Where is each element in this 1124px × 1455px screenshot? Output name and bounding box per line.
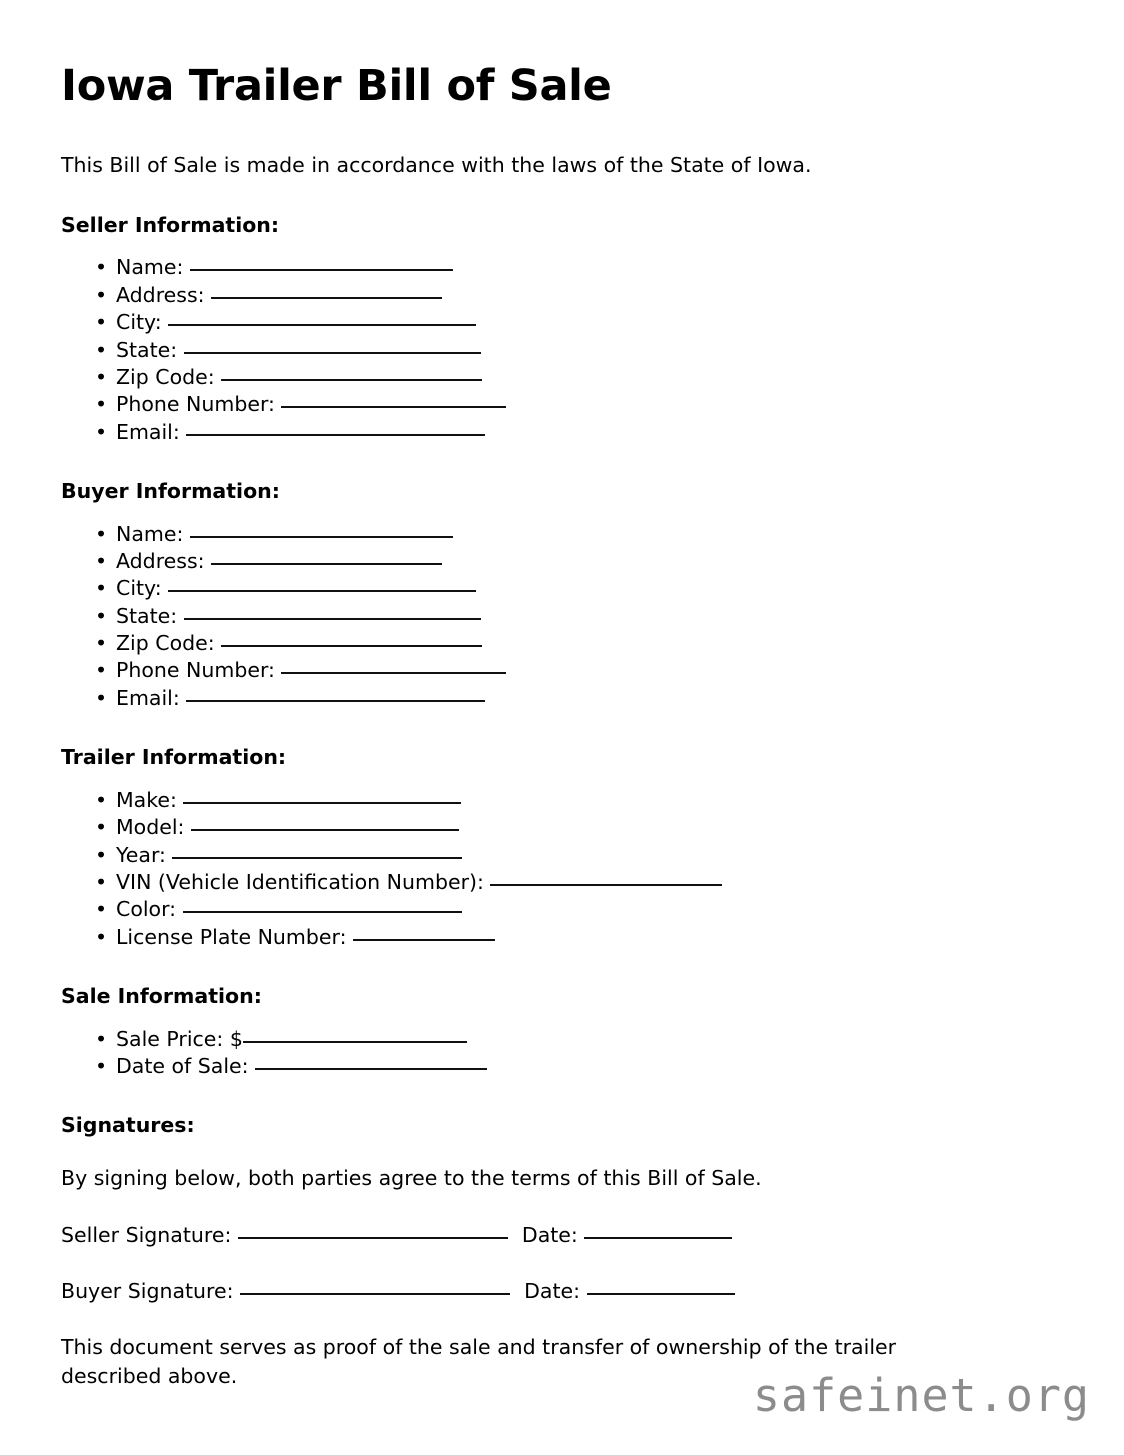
field-row — [61, 391, 1071, 418]
field-blank-line[interactable] — [184, 352, 481, 354]
field-label: Make: — [116, 787, 177, 812]
field-label: Zip Code: — [116, 631, 215, 656]
signature-label: Seller Signature: — [61, 1222, 232, 1247]
signature-row — [61, 1278, 1071, 1306]
field-label: State: — [116, 337, 178, 362]
field-label: Year: — [116, 842, 166, 867]
field-row — [61, 337, 1071, 364]
field-row — [61, 548, 1071, 575]
field-label: Model: — [116, 815, 185, 840]
field-blank-line[interactable] — [183, 802, 461, 804]
seller-information-heading: Seller Information: — [61, 212, 280, 237]
field-blank-line[interactable] — [168, 324, 476, 326]
field-label: License Plate Number: — [116, 924, 347, 949]
field-label: Name: — [116, 255, 184, 280]
field-label: Name: — [116, 521, 184, 546]
field-blank-line[interactable] — [255, 1068, 487, 1070]
date-blank-line[interactable] — [584, 1237, 732, 1239]
field-blank-line[interactable] — [221, 379, 482, 381]
field-blank-line[interactable] — [184, 618, 481, 620]
field-row — [61, 896, 1071, 923]
field-row — [61, 603, 1071, 630]
signature-blank-line[interactable] — [238, 1237, 508, 1239]
field-blank-line[interactable] — [168, 590, 476, 592]
signature-rows — [61, 1222, 1071, 1306]
field-row — [61, 814, 1071, 841]
field-row — [61, 254, 1071, 281]
date-blank-line[interactable] — [587, 1293, 735, 1295]
field-label: VIN (Vehicle Identification Number): — [116, 869, 484, 894]
field-blank-line[interactable] — [211, 563, 442, 565]
buyer-information-heading: Buyer Information: — [61, 478, 280, 503]
seller-information-fields — [61, 254, 1071, 446]
field-blank-line[interactable] — [211, 297, 442, 299]
field-label: Address: — [116, 282, 205, 307]
field-label: City: — [116, 576, 162, 601]
document-content — [61, 62, 1071, 1392]
field-blank-line[interactable] — [172, 857, 462, 859]
field-row — [61, 685, 1071, 712]
field-row — [61, 787, 1071, 814]
signatures-heading: Signatures: — [61, 1113, 195, 1138]
field-row — [61, 1026, 1071, 1053]
field-row — [61, 309, 1071, 336]
buyer-information-fields — [61, 521, 1071, 713]
field-blank-line[interactable] — [281, 406, 506, 408]
field-label: Phone Number: — [116, 658, 275, 683]
field-row — [61, 282, 1071, 309]
field-label: Zip Code: — [116, 364, 215, 389]
field-blank-line[interactable] — [186, 434, 485, 436]
field-row — [61, 1053, 1071, 1080]
field-label: Email: — [116, 685, 180, 710]
field-blank-line[interactable] — [281, 672, 506, 674]
field-row — [61, 521, 1071, 548]
signature-blank-line[interactable] — [240, 1293, 510, 1295]
field-blank-line[interactable] — [183, 911, 462, 913]
sale-information-heading: Sale Information: — [61, 983, 262, 1008]
field-blank-line[interactable] — [353, 939, 495, 941]
date-label: Date: — [524, 1279, 580, 1304]
signature-row — [61, 1222, 1071, 1250]
date-label: Date: — [521, 1222, 578, 1247]
field-row — [61, 630, 1071, 657]
field-row — [61, 924, 1071, 951]
field-blank-line[interactable] — [190, 536, 453, 538]
closing-paragraph: This document serves as proof of the sale and transfer of ownership of the trailer described above. — [61, 1334, 897, 1389]
field-row — [61, 657, 1071, 684]
field-row — [61, 419, 1071, 446]
signature-label: Buyer Signature: — [61, 1279, 234, 1304]
intro-paragraph: This Bill of Sale is made in accordance with the laws of the State of Iowa. — [61, 153, 812, 178]
field-label: City: — [116, 310, 162, 335]
signature-agreement-text: By signing below, both parties agree to the terms of this Bill of Sale. — [61, 1165, 762, 1190]
field-blank-line[interactable] — [221, 645, 482, 647]
field-blank-line[interactable] — [186, 700, 485, 702]
field-blank-line[interactable] — [243, 1041, 467, 1043]
sale-information-fields — [61, 1026, 1071, 1081]
field-row — [61, 575, 1071, 602]
trailer-information-heading: Trailer Information: — [61, 745, 287, 770]
page-title: Iowa Trailer Bill of Sale — [61, 61, 612, 111]
field-row — [61, 364, 1071, 391]
field-row — [61, 869, 1071, 896]
field-label: Address: — [116, 548, 205, 573]
trailer-information-fields — [61, 787, 1071, 951]
field-label: Phone Number: — [116, 392, 275, 417]
field-blank-line[interactable] — [191, 829, 459, 831]
field-label: Date of Sale: — [116, 1053, 249, 1078]
field-label: State: — [116, 603, 178, 628]
field-label: Sale Price: $ — [116, 1026, 243, 1051]
site-watermark: safeinet.org — [752, 1369, 1090, 1422]
field-row — [61, 842, 1071, 869]
field-blank-line[interactable] — [190, 269, 453, 271]
field-label: Email: — [116, 419, 180, 444]
field-blank-line[interactable] — [490, 884, 722, 886]
field-label: Color: — [116, 897, 177, 922]
